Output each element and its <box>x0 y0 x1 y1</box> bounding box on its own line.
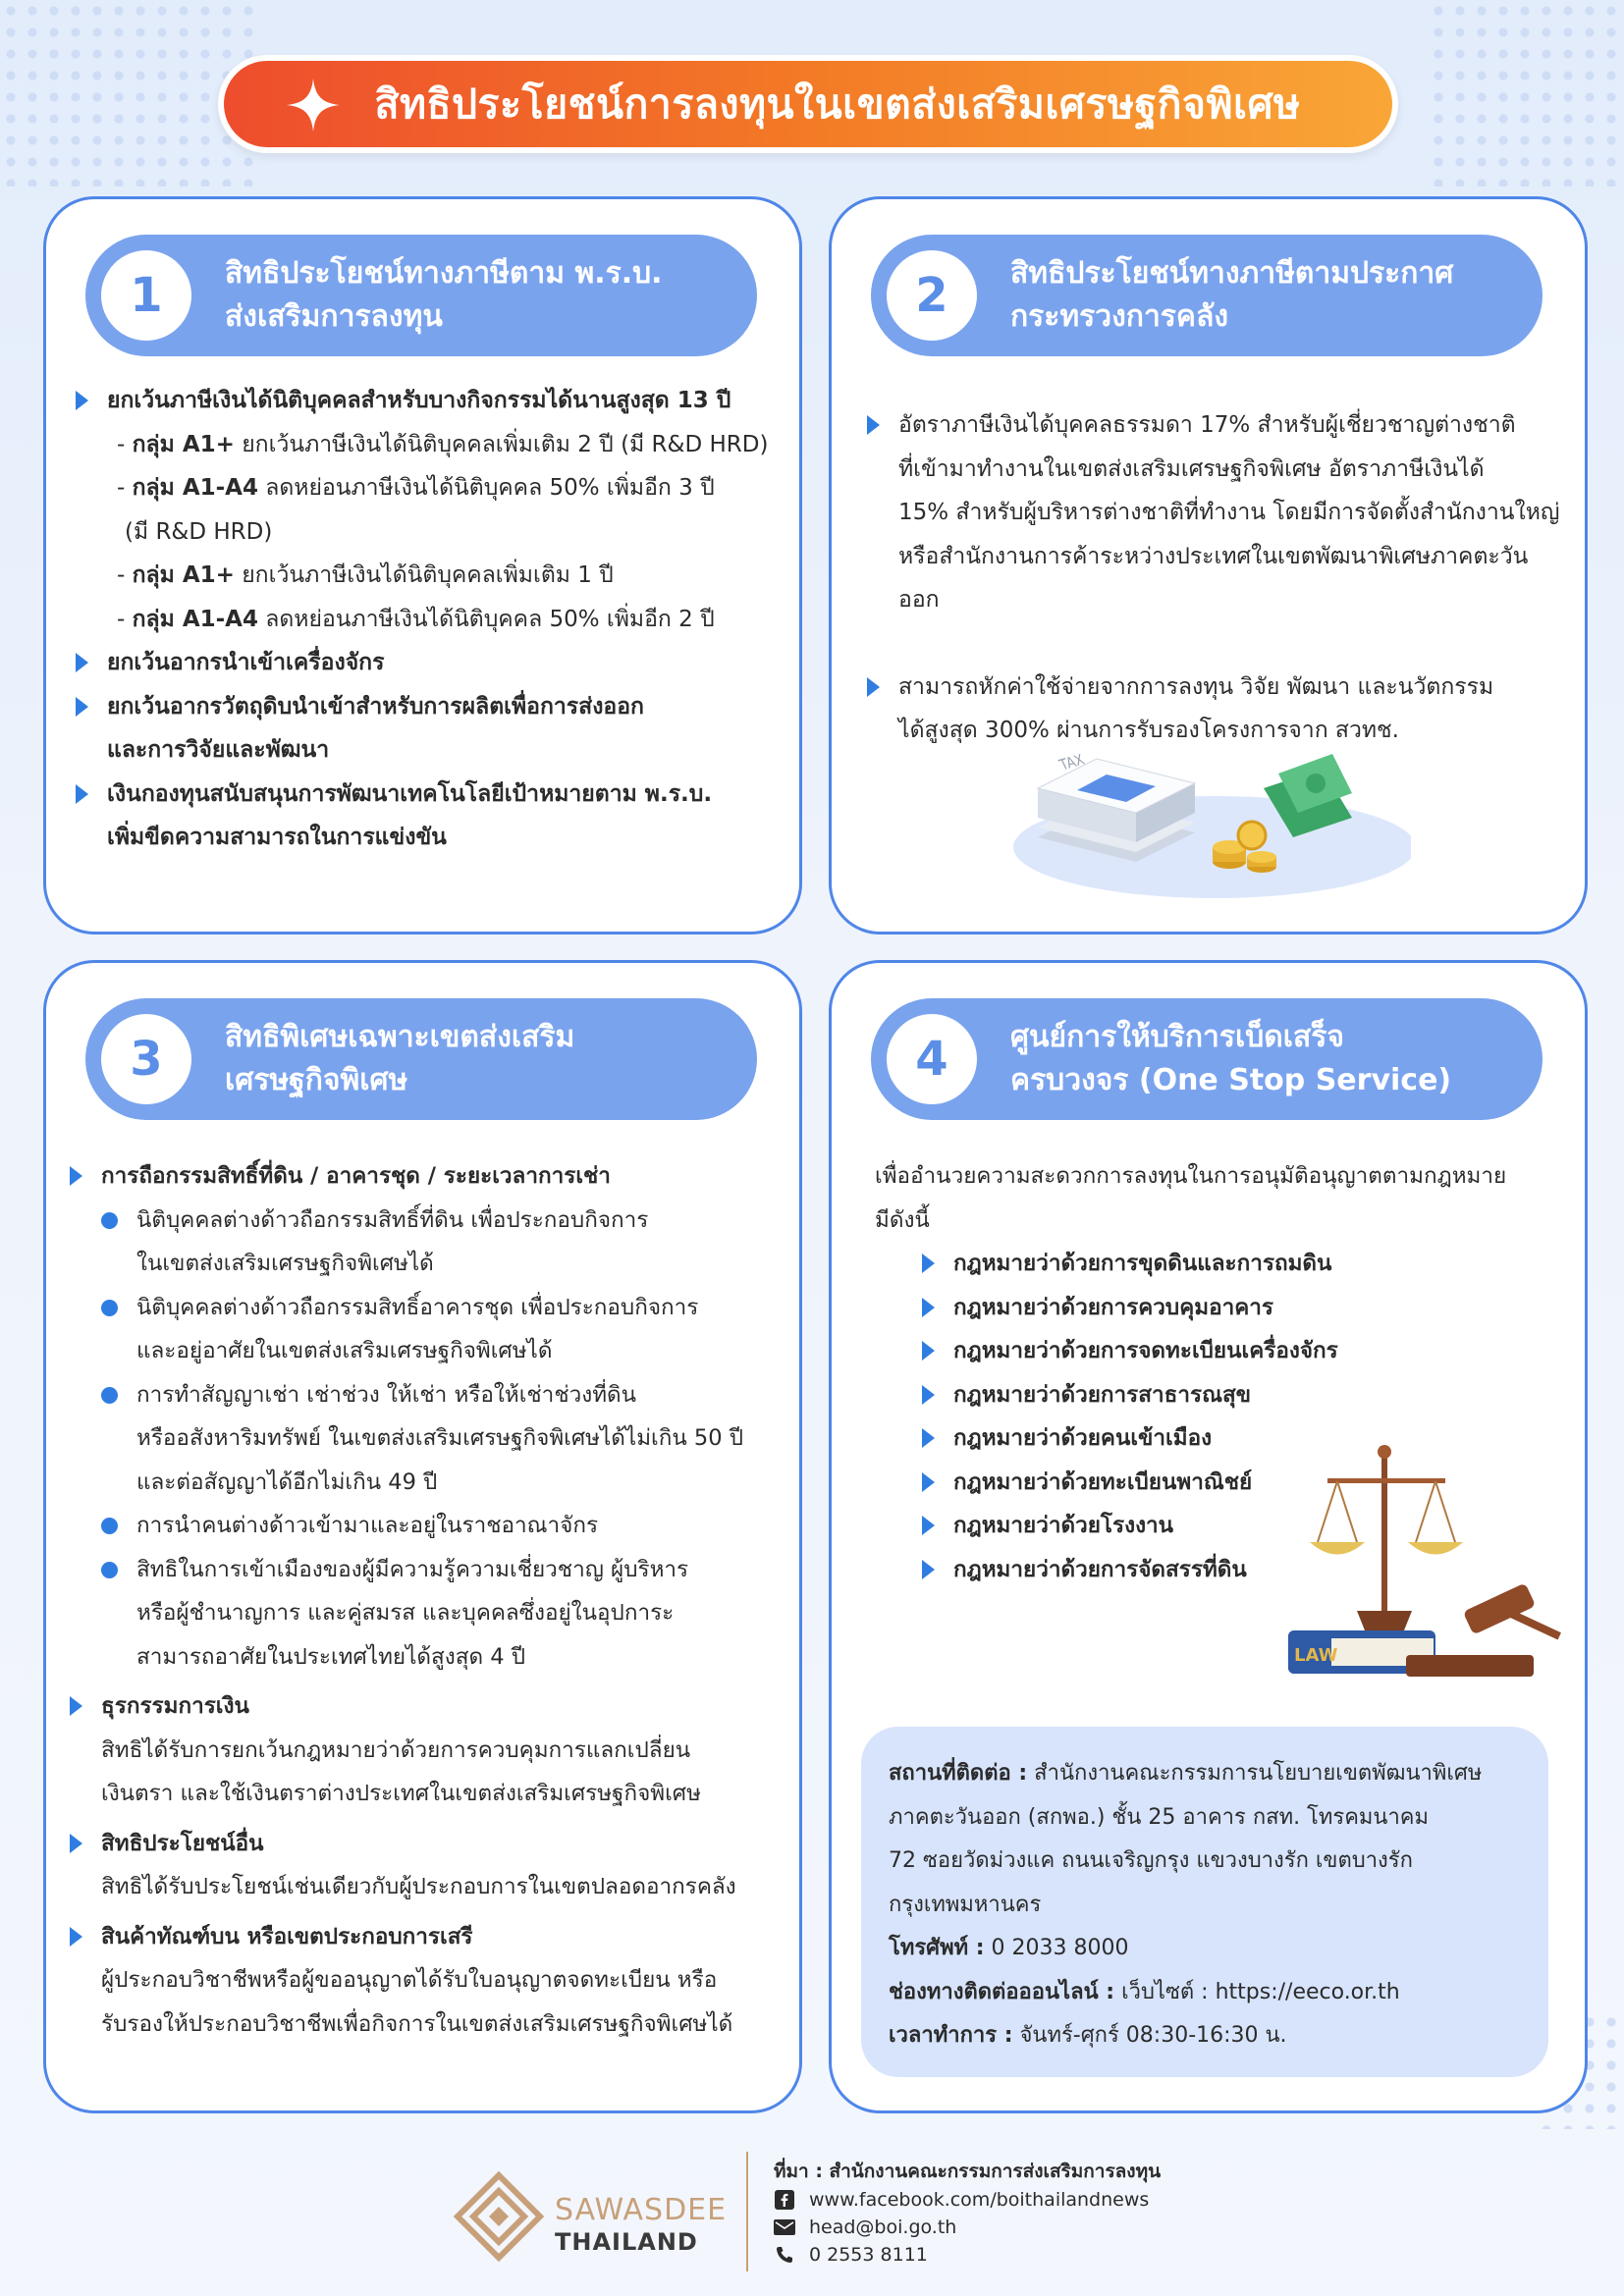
section-body: เพื่ออำนวยความสะดวกการลงทุนในการอนุมัติอนุญาตตามกฎหมาย มีดังนี้ <box>875 1163 1507 1233</box>
list-item: การทำสัญญาเช่า เช่าช่วง ให้เช่า หรือให้เช่าช่วงที่ดิน หรืออสังหาริมทรัพย์ ในเขตส่งเสริมเศรษฐกิจพิเศษได้ไม่เกิน 50 ปี และต่อสัญญาได้อีกไม่เกิน 49 ปี <box>70 1373 776 1505</box>
footer-facebook[interactable]: www.facebook.com/boithailandnews <box>774 2189 1149 2211</box>
contact-place-label: สถานที่ติดต่อ : <box>889 1761 1028 1786</box>
section-card-one-stop-service <box>829 960 1588 2113</box>
section-card-tax-finance-ministry <box>829 196 1588 934</box>
brand-name-sub: THAILAND <box>555 2228 698 2256</box>
list-item: สามารถหักค่าใช้จ่ายจากการลงทุน วิจัย พัฒนา และนวัตกรรม <box>867 666 1561 710</box>
arrow-bullet-icon <box>70 1696 82 1716</box>
list-heading: สินค้าทัณฑ์บน หรือเขตประกอบการเสรี <box>70 1915 776 1959</box>
list-item-continuation: และการวิจัยและพัฒนา <box>107 737 330 763</box>
dot-bullet-icon <box>101 1300 118 1316</box>
phone-icon <box>774 2244 795 2266</box>
tax-documents-coins-illustration <box>999 729 1411 906</box>
section-number: 3 <box>101 1014 191 1104</box>
arrow-bullet-icon <box>76 697 88 717</box>
footer-email[interactable]: head@boi.go.th <box>774 2216 956 2238</box>
list-item: นิติบุคคลต่างด้าวถือกรรมสิทธิ์อาคารชุด เพื่อประกอบกิจการ และอยู่อาศัยในเขตส่งเสริมเศรษฐกิจพิเศษได้ <box>70 1286 776 1373</box>
contact-phone: 0 2033 8000 <box>984 1936 1129 1960</box>
arrow-bullet-icon <box>76 784 88 804</box>
arrow-bullet-icon <box>922 1385 935 1405</box>
section-title: สิทธิพิเศษเฉพาะเขตส่งเสริม เศรษฐกิจพิเศษ <box>225 1020 575 1097</box>
dot-bullet-icon <box>101 1387 118 1404</box>
list-item: กฎหมายว่าด้วยการจดทะเบียนเครื่องจักร <box>922 1329 1561 1373</box>
list-item: กฎหมายว่าด้วยการขุดดินและการถมดิน <box>922 1242 1561 1286</box>
law-scale-gavel-illustration <box>1288 1434 1563 1689</box>
contact-box: สถานที่ติดต่อ : สำนักงานคณะกรรมการนโยบายเขตพัฒนาพิเศษ ภาคตะวันออก (สกพอ.) ชั้น 25 อาคาร กสท. โทรคมนาคม 72 ซอยวัดม่วงแค ถนนเจริญกรุง แขวงบางรัก เขตบางรัก กรุงเทพมหานคร โทรศัพท์ : 0 2033 8000 ช่องทางติดต่อออนไลน์ : เว็บไซต์ : https://eeco.or.th เวลาทำการ : จันทร์-ศุกร์ 08:30-16:30 น. <box>861 1727 1548 2077</box>
sawasdee-thailand-logo-icon <box>452 2169 546 2264</box>
section-header <box>871 998 1543 1120</box>
list-item: ยกเว้นภาษีเงินได้นิติบุคคลสำหรับบางกิจกรรมได้นานสูงสุด 13 ปี <box>76 379 776 423</box>
arrow-bullet-icon <box>922 1472 935 1492</box>
tax-label: TAX <box>1056 752 1088 774</box>
section-card-special-zone-privileges <box>43 960 802 2113</box>
list-heading: สิทธิประโยชน์อื่น <box>70 1822 776 1866</box>
list-item: กฎหมายว่าด้วยคนเข้าเมือง <box>922 1416 1561 1461</box>
decorative-dots <box>0 0 255 187</box>
list-item: การนำคนต่างด้าวเข้ามาและอยู่ในราชอาณาจักร <box>70 1504 776 1548</box>
sub-item: - กลุ่ม A1+ ยกเว้นภาษีเงินได้นิติบุคคลเพิ่มเติม 1 ปี <box>117 562 614 588</box>
sparkle-icon <box>285 77 342 133</box>
list-heading: ธุรกรรมการเงิน <box>70 1684 776 1729</box>
dot-bullet-icon <box>101 1212 118 1229</box>
arrow-bullet-icon <box>922 1428 935 1448</box>
section-number: 2 <box>887 250 977 341</box>
list-heading: การถือกรรมสิทธิ์ที่ดิน / อาคารชุด / ระยะเวลาการเช่า <box>70 1154 776 1199</box>
source-credit: ที่มา : สำนักงานคณะกรรมการส่งเสริมการลงทุน <box>774 2161 1162 2182</box>
list-item: ยกเว้นอากรวัตถุดิบนำเข้าสำหรับการผลิตเพื่อการส่งออก <box>76 685 776 729</box>
arrow-bullet-icon <box>922 1254 935 1273</box>
arrow-bullet-icon <box>922 1516 935 1535</box>
arrow-bullet-icon <box>76 653 88 672</box>
email-icon <box>774 2216 795 2238</box>
list-item: เงินกองทุนสนับสนุนการพัฒนาเทคโนโลยีเป้าหมายตาม พ.ร.บ. <box>76 773 776 817</box>
section-header <box>871 235 1543 356</box>
list-item: กฎหมายว่าด้วยการสาธารณสุข <box>922 1373 1561 1417</box>
footer-divider <box>746 2152 748 2271</box>
list-item: อัตราภาษีเงินได้บุคคลธรรมดา 17% สำหรับผู้เชี่ยวชาญต่างชาติ <box>867 403 1561 448</box>
arrow-bullet-icon <box>867 677 880 697</box>
section-title: สิทธิประโยชน์ทางภาษีตามประกาศ กระทรวงการคลัง <box>1010 256 1454 334</box>
footer-phone[interactable]: 0 2553 8111 <box>774 2244 928 2266</box>
arrow-bullet-icon <box>70 1927 82 1947</box>
list-item: กฎหมายว่าด้วยโรงงาน <box>922 1504 1561 1548</box>
list-item: กฎหมายว่าด้วยการควบคุมอาคาร <box>922 1286 1561 1330</box>
dot-bullet-icon <box>101 1518 118 1534</box>
section-number: 4 <box>887 1014 977 1104</box>
law-book-label: LAW <box>1294 1645 1338 1666</box>
arrow-bullet-icon <box>867 415 880 435</box>
section-card-tax-investment-act <box>43 196 802 934</box>
list-item: กฎหมายว่าด้วยทะเบียนพาณิชย์ <box>922 1461 1561 1505</box>
section-body <box>76 379 776 860</box>
sub-item: - กลุ่ม A1-A4 ลดหย่อนภาษีเงินได้นิติบุคคล 50% เพิ่มอีก 2 ปี <box>117 606 715 632</box>
list-item: ยกเว้นอากรนำเข้าเครื่องจักร <box>76 641 776 685</box>
arrow-bullet-icon <box>76 391 88 410</box>
page-title: สิทธิประโยชน์การลงทุนในเขตส่งเสริมเศรษฐกิจพิเศษ <box>374 80 1301 128</box>
list-item: สิทธิในการเข้าเมืองของผู้มีความรู้ความเชี่ยวชาญ ผู้บริหาร หรือผู้ชำนาญการ และคู่สมรส และบุคคลซึ่งอยู่ในอุปการะ สามารถอาศัยในประเทศไทยได้สูงสุด 4 ปี <box>70 1548 776 1680</box>
section-number: 1 <box>101 250 191 341</box>
section-header <box>85 235 757 356</box>
list-item: นิติบุคคลต่างด้าวถือกรรมสิทธิ์ที่ดิน เพื่อประกอบกิจการ ในเขตส่งเสริมเศรษฐกิจพิเศษได้ <box>70 1199 776 1286</box>
section-title: ศูนย์การให้บริการเบ็ดเสร็จ ครบวงจร (One Stop Service) <box>1010 1020 1452 1097</box>
arrow-bullet-icon <box>922 1298 935 1317</box>
contact-hours: จันทร์-ศุกร์ 08:30-16:30 น. <box>1012 2023 1287 2048</box>
arrow-bullet-icon <box>922 1341 935 1361</box>
arrow-bullet-icon <box>70 1834 82 1853</box>
list-item-continuation: เพิ่มขีดความสามารถในการแข่งขัน <box>107 825 447 850</box>
section-title: สิทธิประโยชน์ทางภาษีตาม พ.ร.บ. ส่งเสริมการลงทุน <box>225 256 663 334</box>
facebook-icon <box>774 2189 795 2211</box>
sub-item: (มี R&D HRD) <box>125 518 273 545</box>
sub-item: - กลุ่ม A1+ ยกเว้นภาษีเงินได้นิติบุคคลเพิ่มเติม 2 ปี (มี R&D HRD) <box>117 431 769 457</box>
list-item: กฎหมายว่าด้วยการจัดสรรที่ดิน <box>922 1548 1561 1592</box>
section-body: การถือกรรมสิทธิ์ที่ดิน / อาคารชุด / ระยะเวลาการเช่า นิติบุคคลต่างด้าวถือกรรมสิทธิ์ที่ดิน เพื่อประกอบกิจการ ในเขตส่งเสริมเศรษฐกิจพิเศษได้ นิติบุคคลต่างด้าวถือกรรมสิทธิ์อาคารชุด เพื่อประกอบกิจการ และอยู่อาศัยในเขตส่งเสริมเศรษฐกิจพิเศษได้ การทำสัญญาเช่า เช่าช่วง ให้เช่า หรือให้เช่าช่วงที่ดิน หรืออสังหาริมทรัพย์ ในเขตส่งเสริมเศรษฐกิจพิเศษได้ไม่เกิน 50 ปี และต่อสัญญาได้อีกไม่เกิน 49 ปี การนำคนต่างด้าวเข้ามาและอยู่ในราชอาณาจักร สิทธิในการเข้าเมืองของผู้มีความรู้ความเชี่ยวชาญ ผู้บริหาร หรือผู้ชำนาญการ และคู่สมรส และบุคคลซึ่งอยู่ในอุปการะ สามารถอาศัยในประเทศไทยได้สูงสุด 4 ปี ธุรกรรมการเงิน สิทธิได้รับการยกเว้นกฎหมายว่าด้วยการควบคุมการแลกเปลี่ยน เงินตรา และใช้เงินตราต่างประเทศในเขตส่งเสริมเศรษฐกิจพิเศษ สิทธิประโยชน์อื่น สิทธิได้รับประโยชน์เช่นเดียวกับผู้ประกอบการในเขตปลอดอากรคลัง สินค้าทัณฑ์บน หรือเขตประกอบการเสรี ผู้ประกอบวิชาชีพหรือผู้ขออนุญาตได้รับใบอนุญาตจดทะเบียน หรือ รับรองให้ประกอบวิชาชีพเพื่อกิจการในเขตส่งเสริมเศรษฐกิจพิเศษได้ <box>70 1154 776 2046</box>
section-body: อัตราภาษีเงินได้บุคคลธรรมดา 17% สำหรับผู้เชี่ยวชาญต่างชาติ ที่เข้ามาทำงานในเขตส่งเสริมเศรษฐกิจพิเศษ อัตราภาษีเงินได้ 15% สำหรับผู้บริหารต่างชาติที่ทำงาน โดยมีการจัดตั้งสำนักงานใหญ่ หรือสำนักงานการค้าระหว่างประเทศในเขตพัฒนาพิเศษภาคตะวันออก สามารถหักค่าใช้จ่ายจากการลงทุน วิจัย พัฒนา และนวัตกรรม ได้สูงสุด 300% ผ่านการรับรองโครงการจาก สวทช. <box>867 403 1561 753</box>
dot-bullet-icon <box>101 1562 118 1578</box>
contact-website: เว็บไซต์ : https://eeco.or.th <box>1114 1979 1400 2004</box>
section-header <box>85 998 757 1120</box>
arrow-bullet-icon <box>922 1560 935 1579</box>
page-title-banner <box>218 55 1398 153</box>
sub-item: - กลุ่ม A1-A4 ลดหย่อนภาษีเงินได้นิติบุคคล 50% เพิ่มอีก 3 ปี <box>117 475 715 501</box>
brand-name: SAWASDEE <box>555 2193 728 2227</box>
decorative-dots <box>1428 0 1624 187</box>
arrow-bullet-icon <box>70 1166 82 1186</box>
